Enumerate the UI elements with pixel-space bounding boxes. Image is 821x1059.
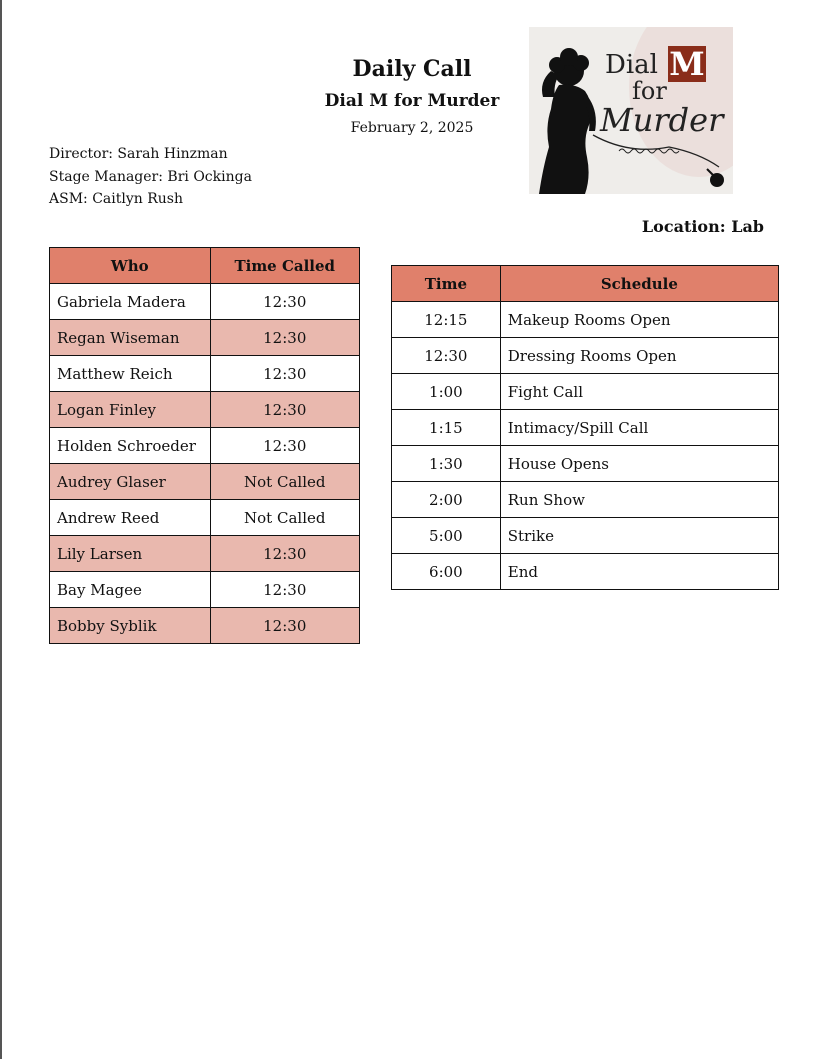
table-row bbox=[50, 608, 360, 644]
staff-list bbox=[49, 143, 252, 211]
schedule-time: 1:00 bbox=[392, 374, 501, 410]
column-header-time: Time bbox=[392, 266, 501, 302]
poster-word-murder: Murder bbox=[600, 101, 724, 139]
table-row bbox=[50, 464, 360, 500]
poster-word-dial: Dial bbox=[605, 50, 658, 80]
page-title: Daily Call bbox=[352, 56, 472, 82]
schedule-event: Strike bbox=[500, 518, 778, 554]
schedule-event: Fight Call bbox=[500, 374, 778, 410]
show-poster-image bbox=[529, 27, 733, 194]
schedule-time: 12:30 bbox=[392, 338, 501, 374]
table-row bbox=[392, 554, 779, 590]
table-row bbox=[392, 446, 779, 482]
table-row bbox=[50, 320, 360, 356]
table-row bbox=[50, 356, 360, 392]
schedule-event: Intimacy/Spill Call bbox=[500, 410, 778, 446]
table-row bbox=[392, 482, 779, 518]
table-row bbox=[392, 302, 779, 338]
call-time: 12:30 bbox=[210, 284, 359, 320]
call-time: 12:30 bbox=[210, 536, 359, 572]
table-row bbox=[50, 284, 360, 320]
person-name: Bay Magee bbox=[50, 572, 211, 608]
person-name: Bobby Syblik bbox=[50, 608, 211, 644]
schedule-table bbox=[391, 265, 779, 590]
call-time: 12:30 bbox=[210, 356, 359, 392]
schedule-time: 1:15 bbox=[392, 410, 501, 446]
table-row bbox=[50, 572, 360, 608]
call-time: Not Called bbox=[210, 464, 359, 500]
person-name: Logan Finley bbox=[50, 392, 211, 428]
call-time: Not Called bbox=[210, 500, 359, 536]
person-name: Matthew Reich bbox=[50, 356, 211, 392]
call-date: February 2, 2025 bbox=[350, 120, 474, 136]
schedule-time: 12:15 bbox=[392, 302, 501, 338]
location-label: Location: Lab bbox=[641, 217, 764, 236]
table-row bbox=[50, 500, 360, 536]
show-title: Dial M for Murder bbox=[324, 91, 500, 111]
call-time: 12:30 bbox=[210, 608, 359, 644]
person-name: Holden Schroeder bbox=[50, 428, 211, 464]
schedule-time: 1:30 bbox=[392, 446, 501, 482]
table-row bbox=[50, 536, 360, 572]
schedule-event: Dressing Rooms Open bbox=[500, 338, 778, 374]
person-name: Gabriela Madera bbox=[50, 284, 211, 320]
person-name: Lily Larsen bbox=[50, 536, 211, 572]
schedule-event: House Opens bbox=[500, 446, 778, 482]
page-left-edge bbox=[0, 0, 2, 1059]
column-header-time-called: Time Called bbox=[210, 248, 359, 284]
column-header-who: Who bbox=[50, 248, 211, 284]
schedule-time: 5:00 bbox=[392, 518, 501, 554]
person-name: Andrew Reed bbox=[50, 500, 211, 536]
table-row bbox=[392, 338, 779, 374]
table-row bbox=[50, 392, 360, 428]
table-row bbox=[50, 428, 360, 464]
table-row bbox=[392, 374, 779, 410]
stage-manager-line: Stage Manager: Bri Ockinga bbox=[49, 168, 252, 185]
person-name: Regan Wiseman bbox=[50, 320, 211, 356]
call-time: 12:30 bbox=[210, 320, 359, 356]
call-time: 12:30 bbox=[210, 428, 359, 464]
poster-boxed-letter: M bbox=[669, 45, 705, 83]
director-line: Director: Sarah Hinzman bbox=[49, 146, 228, 162]
schedule-time: 2:00 bbox=[392, 482, 501, 518]
schedule-time: 6:00 bbox=[392, 554, 501, 590]
call-time: 12:30 bbox=[210, 572, 359, 608]
schedule-event: Run Show bbox=[500, 482, 778, 518]
call-table bbox=[49, 247, 360, 644]
call-time: 12:30 bbox=[210, 392, 359, 428]
table-row bbox=[392, 518, 779, 554]
schedule-event: End bbox=[500, 554, 778, 590]
person-name: Audrey Glaser bbox=[50, 464, 211, 500]
schedule-event: Makeup Rooms Open bbox=[500, 302, 778, 338]
asm-line: ASM: Caitlyn Rush bbox=[49, 191, 183, 207]
table-row bbox=[392, 410, 779, 446]
poster-word-for: for bbox=[632, 77, 667, 105]
column-header-schedule: Schedule bbox=[500, 266, 778, 302]
